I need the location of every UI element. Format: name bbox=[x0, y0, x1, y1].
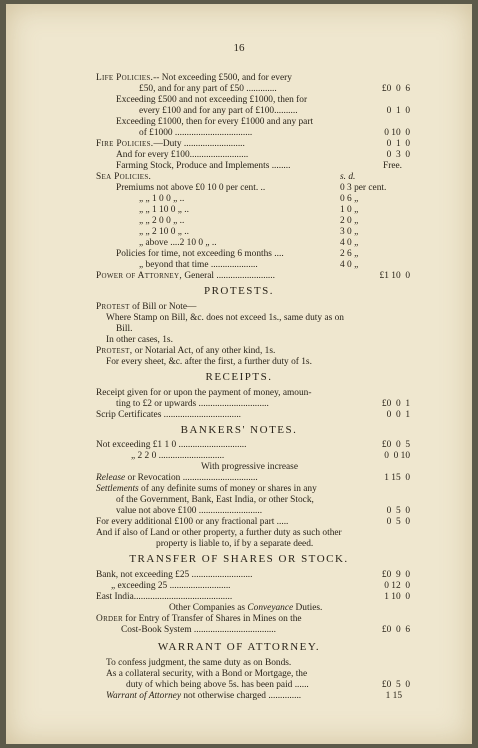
sea-row-7: Policies for time, not exceeding 6 months .... bbox=[116, 249, 284, 259]
sea-amount-6: 4 0 „ bbox=[340, 238, 359, 248]
page-number: 16 bbox=[233, 42, 245, 54]
life-amount-4: 0 1 0 bbox=[386, 106, 410, 116]
sea-amount-3: 1 0 „ bbox=[340, 205, 359, 215]
bankers-amount-4: 1 15 0 bbox=[384, 473, 410, 483]
transfer-line-6: Cost-Book System ................................... bbox=[121, 625, 276, 635]
life-line-1 bbox=[96, 73, 292, 84]
sea-title: Sea Policies. bbox=[96, 172, 152, 182]
receipts-line-2: ting to £2 or upwards .............................. bbox=[116, 399, 269, 409]
warrant-line-1: To confess judgment, the same duty as on Bonds. bbox=[106, 658, 292, 668]
transfer-line-3: East India.......................................... bbox=[96, 592, 233, 602]
bankers-amount-2: 0 0 10 bbox=[384, 451, 410, 461]
fire-amount-1: 0 1 0 bbox=[386, 139, 410, 149]
receipts-heading: RECEIPTS. bbox=[205, 371, 273, 383]
receipts-line-1: Receipt given for or upon the payment of money, amoun- bbox=[96, 388, 312, 398]
warrant-line-2: As a collateral security, with a Bond or Mortgage, the bbox=[106, 669, 308, 679]
settlements-label: Settlements bbox=[96, 484, 139, 494]
bankers-line-9: And if also of Land or other property, a further duty as such other bbox=[96, 528, 342, 538]
transfer-line-1: Bank, not exceeding £25 .......................... bbox=[96, 570, 253, 580]
sea-row-1: Premiums not above £0 10 0 per cent. .. bbox=[116, 183, 266, 193]
sea-row-4: „ „ 2 0 0 „ .. bbox=[139, 216, 185, 226]
release-label: Release bbox=[96, 473, 126, 483]
bankers-line-6: of the Government, Bank, East India, or other Stock, bbox=[116, 495, 314, 505]
warrant-line-4-text: not otherwise charged .............. bbox=[183, 691, 302, 701]
bankers-line-8: For every additional £100 or any fractional part ..... bbox=[96, 517, 289, 527]
life-line-4: every £100 and for any part of £100.......... bbox=[139, 106, 298, 116]
fire-line-1 bbox=[96, 139, 245, 150]
transfer-amount-1: £0 9 0 bbox=[381, 570, 410, 580]
sea-row-6: „ above ....2 10 0 „ .. bbox=[139, 238, 217, 248]
sea-amount-2: 0 6 „ bbox=[340, 194, 359, 204]
sea-amount-1: 0 3 per cent. bbox=[340, 183, 387, 193]
bankers-line-10: property is liable to, if by a separate deed. bbox=[156, 539, 314, 549]
transfer-line-5 bbox=[96, 614, 302, 625]
protests-heading: PROTESTS. bbox=[203, 285, 275, 297]
receipts-line-3: Scrip Certificates ................................. bbox=[96, 410, 242, 420]
warrant-line-4 bbox=[106, 691, 301, 702]
sea-amount-8: 4 0 „ bbox=[340, 260, 359, 270]
transfer-heading: TRANSFER OF SHARES OR STOCK. bbox=[129, 553, 349, 565]
sea-amount-7: 2 6 „ bbox=[340, 249, 359, 259]
protest-label-2: Protest, bbox=[96, 346, 133, 356]
power-line bbox=[96, 271, 275, 282]
life-line-1-text: -- Not exceeding £500, and for every bbox=[153, 73, 292, 83]
document-page bbox=[6, 4, 472, 744]
bankers-line-1: Not exceeding £1 1 0 ............................. bbox=[96, 440, 247, 450]
warrant-amount-3: £0 5 0 bbox=[381, 680, 410, 690]
transfer-line-5-text: for Entry of Transfer of Shares in Mines on the bbox=[125, 614, 302, 624]
sea-amount-5: 3 0 „ bbox=[340, 227, 359, 237]
life-title: Life Policies. bbox=[96, 73, 154, 83]
bankers-heading: BANKERS' NOTES. bbox=[180, 424, 298, 436]
warrant-line-3: duty of which being above 5s. has been paid ...... bbox=[126, 680, 309, 690]
sea-units: s. d. bbox=[340, 172, 356, 182]
bankers-amount-7: 0 5 0 bbox=[386, 506, 410, 516]
fire-line-3: Farming Stock, Produce and Implements ........ bbox=[116, 161, 291, 171]
protests-line-5 bbox=[96, 346, 275, 357]
bankers-line-3: With progressive increase bbox=[201, 462, 298, 472]
fire-amount-2: 0 3 0 bbox=[386, 150, 410, 160]
life-amount-2: £0 0 6 bbox=[381, 84, 410, 94]
bankers-line-4 bbox=[96, 473, 258, 484]
life-amount-6: 0 10 0 bbox=[384, 128, 410, 138]
protests-line-1 bbox=[96, 302, 196, 313]
power-rest: General ......................... bbox=[184, 271, 275, 281]
transfer-amount-3: 1 10 0 bbox=[384, 592, 410, 602]
transfer-amount-6: £0 0 6 bbox=[381, 625, 410, 635]
sea-row-5: „ „ 2 10 0 „ .. bbox=[139, 227, 189, 237]
life-line-2: £50, and for any part of £50 ............. bbox=[139, 84, 277, 94]
fire-amount-3: Free. bbox=[382, 161, 402, 171]
sea-amount-4: 2 0 „ bbox=[340, 216, 359, 226]
conveyance-label: Conveyance bbox=[247, 603, 294, 613]
receipts-amount-2: £0 0 1 bbox=[381, 399, 410, 409]
life-line-3: Exceeding £500 and not exceeding £1000, then for bbox=[116, 95, 308, 105]
power-label: Power of Attorney, bbox=[96, 271, 182, 281]
order-label: Order bbox=[96, 614, 123, 624]
sea-row-2: „ „ 1 0 0 „ .. bbox=[139, 194, 185, 204]
protests-line-2: Where Stamp on Bill, &c. does not exceed 1s., same duty as on bbox=[106, 313, 344, 323]
protests-line-4: In other cases, 1s. bbox=[106, 335, 173, 345]
fire-line-2: And for every £100......................... bbox=[116, 150, 249, 160]
protests-line-5-text: or Notarial Act, of any other kind, 1s. bbox=[134, 346, 276, 356]
life-line-5: Exceeding £1000, then for every £1000 and any part bbox=[116, 117, 314, 127]
protests-line-3: Bill. bbox=[116, 324, 133, 334]
bankers-amount-1: £0 0 5 bbox=[381, 440, 410, 450]
life-line-6: of £1000 ................................. bbox=[139, 128, 253, 138]
transfer-line-4 bbox=[169, 603, 322, 614]
bankers-amount-8: 0 5 0 bbox=[386, 517, 410, 527]
fire-line-1-text: —Duty .......................... bbox=[153, 139, 245, 149]
warrant-heading: WARRANT OF ATTORNEY. bbox=[157, 641, 321, 653]
protests-line-6: For every sheet, &c. after the first, a further duty of 1s. bbox=[106, 357, 312, 367]
bankers-line-5 bbox=[96, 484, 317, 495]
warrant-amount-4: 1 15 bbox=[385, 691, 402, 701]
receipts-amount-3: 0 0 1 bbox=[386, 410, 410, 420]
transfer-line-4a: Other Companies as bbox=[169, 603, 246, 613]
bankers-line-5-text: of any definite sums of money or shares in any bbox=[141, 484, 317, 494]
protests-line-1-text: of Bill or Note— bbox=[132, 302, 197, 312]
fire-title: Fire Policies. bbox=[96, 139, 154, 149]
power-amount: £1 10 0 bbox=[379, 271, 410, 281]
bankers-line-4-text: or Revocation ................................ bbox=[127, 473, 258, 483]
sea-row-8: „ beyond that time .................... bbox=[139, 260, 258, 270]
transfer-line-4c: Duties. bbox=[295, 603, 323, 613]
sea-row-3: „ „ 1 10 0 „ .. bbox=[139, 205, 189, 215]
transfer-line-2: „ exceeding 25 .......................... bbox=[111, 581, 231, 591]
transfer-amount-2: 0 12 0 bbox=[384, 581, 410, 591]
protest-label: Protest bbox=[96, 302, 130, 312]
bankers-line-7: value not above £100 ........................... bbox=[116, 506, 263, 516]
bankers-line-2: „ 2 2 0 ............................ bbox=[131, 451, 225, 461]
warrant-label: Warrant of Attorney bbox=[106, 691, 182, 701]
